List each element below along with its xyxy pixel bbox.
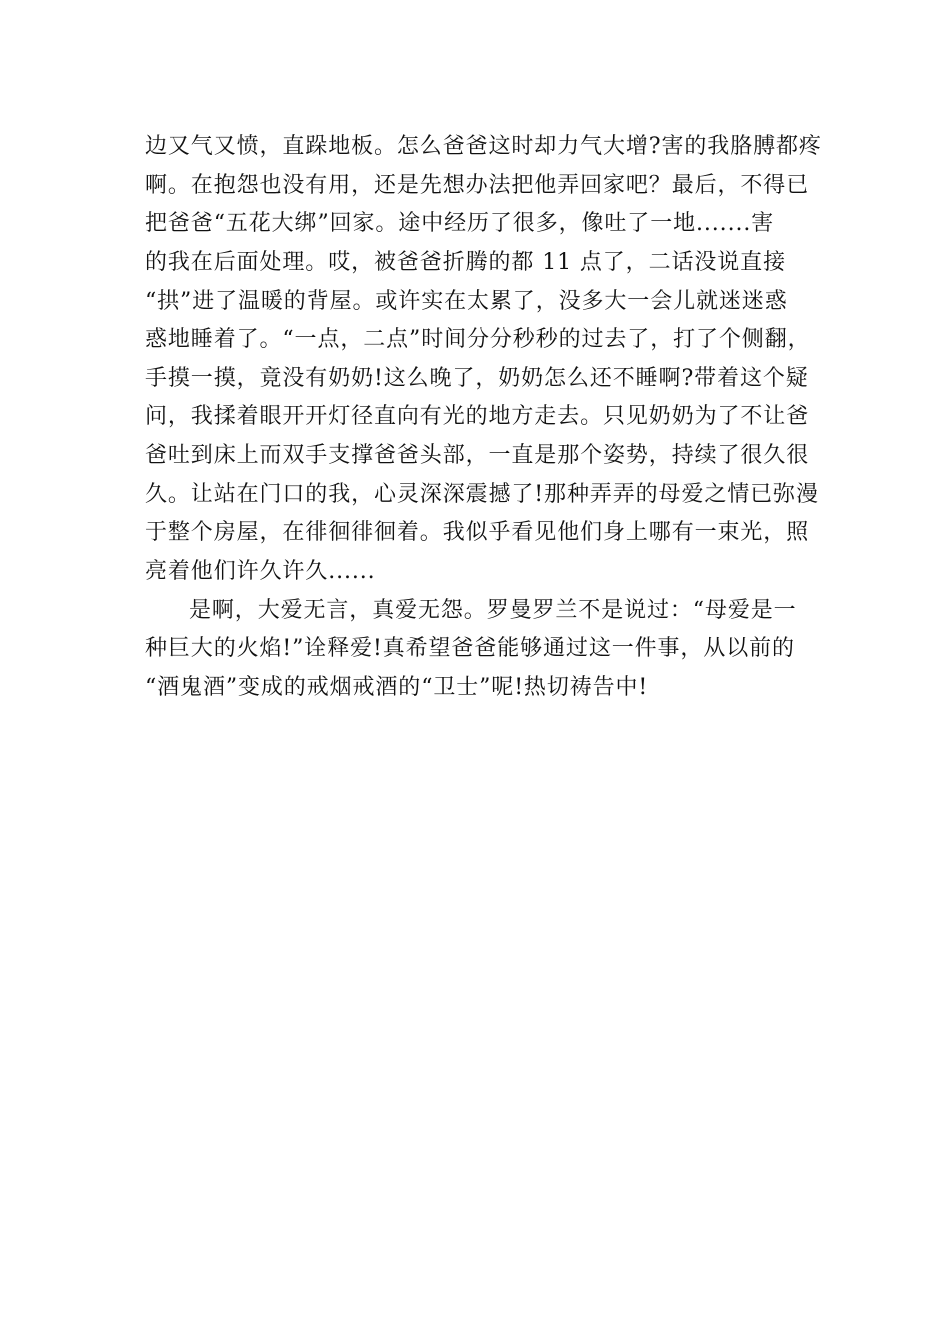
- text-line: 是啊，大爱无言，真爱无怨。罗曼罗兰不是说过：“母爱是一: [189, 597, 797, 623]
- text-line: 问，我揉着眼开开灯径直向有光的地方走去。只见奶奶为了不让爸: [145, 404, 810, 430]
- text-line: 惑地睡着了。“一点，二点”时间分分秒秒的过去了，打了个侧翻，: [145, 327, 811, 353]
- paragraph-2: [145, 592, 825, 708]
- text-line: “拱”进了温暖的背屋。或许实在太累了，没多大一会儿就迷迷惑: [145, 288, 788, 314]
- text-line: 久。让站在门口的我，心灵深深震撼了!那种弄弄的母爱之情已弥漫: [145, 481, 819, 507]
- text-line: 边又气又愤，直跺地板。怎么爸爸这时却力气大增?害的我胳膊都疼: [145, 134, 822, 159]
- text-line: 啊。在抱怨也没有用，还是先想办法把他弄回家吧？最后，不得已: [145, 172, 810, 198]
- essay-body: [145, 128, 825, 708]
- text-line: 把爸爸“五花大绑”回家。途中经历了很多，像吐了一地.......害: [145, 211, 775, 237]
- text-line: 爸吐到床上而双手支撑爸爸头部，一直是那个姿势，持续了很久很: [145, 443, 810, 469]
- text-line: “酒鬼酒”变成的戒烟戒酒的“卫士”呢!热切祷告中!: [145, 674, 649, 700]
- text-line: 亮着他们许久许久......: [145, 559, 376, 585]
- paragraph-1: [145, 128, 825, 592]
- text-line: 种巨大的火焰!”诠释爱!真希望爸爸能够通过这一件事，从以前的: [145, 636, 795, 662]
- text-line: 的我在后面处理。哎，被爸爸折腾的都 11 点了，二话没说直接: [145, 249, 786, 275]
- text-line: 于整个房屋，在徘徊徘徊着。我似乎看见他们身上哪有一束光，照: [145, 520, 810, 546]
- text-line: 手摸一摸，竟没有奶奶!这么晚了，奶奶怎么还不睡啊?带着这个疑: [145, 365, 809, 391]
